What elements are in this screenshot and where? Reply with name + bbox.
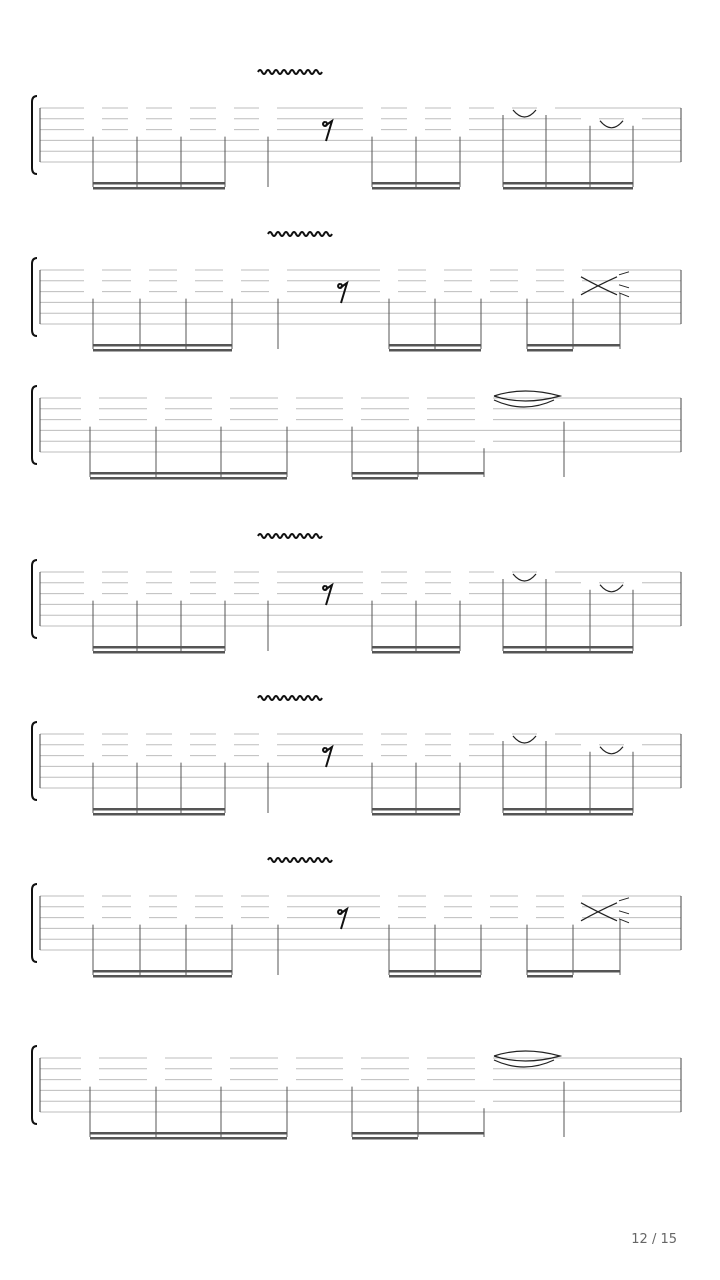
fret-bg	[131, 275, 149, 286]
fret-bg	[172, 750, 190, 761]
fret-bg	[472, 264, 490, 275]
tab-system	[32, 696, 681, 816]
tie-arc	[513, 736, 536, 743]
fret-bg	[223, 901, 241, 912]
fret-bg	[172, 588, 190, 599]
fret-bg	[212, 1063, 230, 1074]
beam	[372, 651, 460, 654]
fret-bg	[363, 739, 381, 750]
fret-bg	[84, 286, 102, 297]
tab-system	[32, 232, 681, 352]
fret-bg	[537, 102, 555, 113]
beam	[93, 813, 225, 816]
fret-bg	[216, 102, 234, 113]
fret-bg	[216, 566, 234, 577]
system-bracket	[32, 560, 37, 638]
tie-arc	[600, 747, 623, 754]
fret-bg	[494, 566, 512, 577]
fret-bg	[363, 728, 381, 739]
fret-bg	[172, 728, 190, 739]
fret-bg	[177, 264, 195, 275]
fret-bg	[518, 264, 536, 275]
fret-bg	[172, 577, 190, 588]
fret-bg	[223, 286, 241, 297]
fret-bg	[564, 264, 582, 275]
system-bracket	[32, 96, 37, 174]
fret-bg	[343, 1063, 361, 1074]
fret-bg	[81, 403, 99, 414]
fret-bg	[451, 113, 469, 124]
system-bracket	[32, 386, 37, 464]
fret-bg	[426, 275, 444, 286]
fret-bg	[407, 566, 425, 577]
fret-bg	[278, 1074, 296, 1085]
fret-bg	[216, 728, 234, 739]
fret-bg	[475, 414, 493, 425]
fret-bg	[131, 286, 149, 297]
beam	[389, 970, 481, 973]
fret-bg	[84, 890, 102, 901]
tab-system	[32, 1046, 681, 1140]
fret-bg	[84, 264, 102, 275]
vibrato-mark	[258, 534, 322, 538]
fret-bg	[363, 566, 381, 577]
fret-bg	[451, 566, 469, 577]
beam	[389, 975, 481, 978]
fret-bg	[212, 1052, 230, 1063]
beam	[503, 651, 633, 654]
beam	[418, 1132, 484, 1135]
fret-bg	[494, 102, 512, 113]
fret-bg	[451, 102, 469, 113]
fret-bg	[172, 566, 190, 577]
fret-bg	[259, 566, 277, 577]
fret-bg	[147, 1052, 165, 1063]
beam	[93, 182, 225, 185]
beam	[573, 970, 620, 973]
fret-bg	[259, 113, 277, 124]
fret-bg	[177, 286, 195, 297]
fret-bg	[407, 728, 425, 739]
fret-bg	[426, 912, 444, 923]
beam	[527, 970, 573, 973]
fret-bg	[147, 1063, 165, 1074]
fret-bg	[84, 566, 102, 577]
fret-bg	[259, 124, 277, 135]
fret-bg	[363, 750, 381, 761]
fret-bg	[451, 588, 469, 599]
tie-arc	[513, 110, 536, 117]
fret-bg	[537, 566, 555, 577]
fret-bg	[407, 113, 425, 124]
fret-bg	[278, 414, 296, 425]
fret-bg	[451, 728, 469, 739]
fret-bg	[407, 124, 425, 135]
rest-symbol	[338, 283, 347, 303]
fret-bg	[216, 113, 234, 124]
fret-bg	[81, 1052, 99, 1063]
fret-bg	[147, 1074, 165, 1085]
fret-bg	[128, 566, 146, 577]
beam	[93, 651, 225, 654]
fret-bg	[475, 1063, 493, 1074]
rest-symbol	[323, 121, 332, 141]
rest-symbol	[323, 747, 332, 767]
fret-bg	[172, 739, 190, 750]
rest-symbol	[338, 909, 347, 929]
beam	[93, 808, 225, 811]
fret-bg	[343, 1052, 361, 1063]
let-ring-arc	[494, 1051, 560, 1061]
slide-marks	[619, 272, 629, 297]
tab-system	[32, 534, 681, 654]
beam	[93, 187, 225, 190]
fret-bg	[269, 264, 287, 275]
fret-bg	[269, 275, 287, 286]
fret-bg	[259, 577, 277, 588]
fret-bg	[81, 392, 99, 403]
fret-bg	[259, 588, 277, 599]
fret-bg	[84, 113, 102, 124]
beam	[93, 970, 232, 973]
fret-bg	[81, 1074, 99, 1085]
tie-arc	[600, 585, 623, 592]
fret-bg	[581, 113, 599, 124]
fret-bg	[177, 890, 195, 901]
fret-bg	[216, 577, 234, 588]
beam	[503, 182, 633, 185]
fret-bg	[343, 1074, 361, 1085]
fret-bg	[518, 286, 536, 297]
beam	[573, 344, 620, 347]
fret-bg	[212, 392, 230, 403]
fret-bg	[81, 414, 99, 425]
fret-bg	[84, 588, 102, 599]
fret-bg	[172, 102, 190, 113]
fret-bg	[128, 728, 146, 739]
fret-bg	[259, 728, 277, 739]
fret-bg	[494, 728, 512, 739]
fret-bg	[472, 901, 490, 912]
fret-bg	[177, 275, 195, 286]
fret-bg	[363, 113, 381, 124]
fret-bg	[380, 275, 398, 286]
fret-bg	[475, 1095, 493, 1106]
tie-arc	[513, 574, 536, 581]
fret-bg	[223, 890, 241, 901]
fret-bg	[259, 739, 277, 750]
fret-bg	[278, 392, 296, 403]
fret-bg	[475, 403, 493, 414]
system-bracket	[32, 722, 37, 800]
fret-bg	[172, 124, 190, 135]
system-bracket	[32, 258, 37, 336]
fret-bg	[564, 890, 582, 901]
slide-marks	[619, 898, 629, 923]
beam	[372, 182, 460, 185]
vibrato-mark	[258, 70, 322, 74]
fret-bg	[380, 912, 398, 923]
fret-bg	[426, 901, 444, 912]
beam	[93, 646, 225, 649]
fret-bg	[259, 750, 277, 761]
fret-bg	[343, 414, 361, 425]
fret-bg	[409, 403, 427, 414]
page-number: 12 / 15	[631, 1232, 677, 1247]
fret-bg	[131, 901, 149, 912]
fret-bg	[564, 912, 582, 923]
fret-bg	[216, 750, 234, 761]
beam	[352, 1137, 418, 1140]
fret-bg	[269, 286, 287, 297]
beam	[90, 1137, 287, 1140]
fret-bg	[128, 124, 146, 135]
vibrato-mark	[268, 858, 332, 862]
fret-bg	[380, 890, 398, 901]
fret-bg	[84, 728, 102, 739]
beam	[503, 187, 633, 190]
fret-bg	[363, 588, 381, 599]
fret-bg	[426, 890, 444, 901]
beam	[389, 344, 481, 347]
beam	[527, 344, 573, 347]
fret-bg	[216, 588, 234, 599]
fret-bg	[409, 392, 427, 403]
fret-bg	[451, 739, 469, 750]
beam	[418, 472, 484, 475]
fret-bg	[363, 124, 381, 135]
beam	[503, 646, 633, 649]
fret-bg	[212, 403, 230, 414]
fret-bg	[518, 912, 536, 923]
beam	[93, 975, 232, 978]
fret-bg	[223, 264, 241, 275]
fret-bg	[451, 750, 469, 761]
beam	[372, 808, 460, 811]
fret-bg	[84, 577, 102, 588]
fret-bg	[564, 901, 582, 912]
fret-bg	[624, 739, 642, 750]
beam	[527, 975, 573, 978]
beam	[372, 646, 460, 649]
beam	[93, 344, 232, 347]
beam	[503, 808, 633, 811]
fret-bg	[624, 577, 642, 588]
fret-bg	[624, 113, 642, 124]
fret-bg	[259, 102, 277, 113]
fret-bg	[472, 286, 490, 297]
fret-bg	[518, 901, 536, 912]
fret-bg	[564, 275, 582, 286]
fret-bg	[407, 750, 425, 761]
system-bracket	[32, 884, 37, 962]
fret-bg	[177, 901, 195, 912]
fret-bg	[212, 414, 230, 425]
fret-bg	[223, 912, 241, 923]
fret-bg	[128, 577, 146, 588]
fret-bg	[128, 750, 146, 761]
fret-bg	[581, 577, 599, 588]
rest-symbol	[323, 585, 332, 605]
fret-bg	[212, 1074, 230, 1085]
fret-bg	[407, 739, 425, 750]
fret-bg	[278, 1063, 296, 1074]
fret-bg	[409, 414, 427, 425]
fret-bg	[269, 890, 287, 901]
fret-bg	[216, 124, 234, 135]
fret-bg	[380, 264, 398, 275]
fret-bg	[407, 577, 425, 588]
fret-bg	[363, 577, 381, 588]
fret-bg	[177, 912, 195, 923]
fret-bg	[475, 392, 493, 403]
fret-bg	[128, 588, 146, 599]
fret-bg	[81, 1063, 99, 1074]
let-ring-arc	[494, 391, 560, 401]
beam	[352, 1132, 418, 1135]
fret-bg	[475, 1052, 493, 1063]
fret-bg	[128, 113, 146, 124]
beam	[90, 472, 287, 475]
fret-bg	[84, 739, 102, 750]
fret-bg	[128, 739, 146, 750]
beam	[352, 472, 418, 475]
fret-bg	[84, 275, 102, 286]
fret-bg	[537, 728, 555, 739]
fret-bg	[269, 901, 287, 912]
fret-bg	[131, 912, 149, 923]
fret-bg	[216, 739, 234, 750]
tie-arc	[600, 121, 623, 128]
tab-system	[32, 386, 681, 480]
tab-system	[32, 70, 681, 190]
beam	[389, 349, 481, 352]
fret-bg	[128, 102, 146, 113]
fret-bg	[409, 1063, 427, 1074]
fret-bg	[172, 113, 190, 124]
fret-bg	[409, 1052, 427, 1063]
beam	[527, 349, 573, 352]
fret-bg	[131, 264, 149, 275]
fret-bg	[518, 890, 536, 901]
fret-bg	[472, 890, 490, 901]
fret-bg	[84, 124, 102, 135]
fret-bg	[380, 286, 398, 297]
fret-bg	[131, 890, 149, 901]
fret-bg	[278, 403, 296, 414]
beam	[372, 813, 460, 816]
fret-bg	[407, 588, 425, 599]
fret-bg	[84, 102, 102, 113]
fret-bg	[451, 124, 469, 135]
fret-bg	[426, 286, 444, 297]
beam	[372, 187, 460, 190]
fret-bg	[426, 264, 444, 275]
beam	[90, 1132, 287, 1135]
fret-bg	[223, 275, 241, 286]
fret-bg	[147, 414, 165, 425]
fret-bg	[380, 901, 398, 912]
fret-bg	[564, 286, 582, 297]
fret-bg	[147, 403, 165, 414]
fret-bg	[409, 1074, 427, 1085]
fret-bg	[581, 739, 599, 750]
fret-bg	[343, 403, 361, 414]
beam	[90, 477, 287, 480]
vibrato-mark	[258, 696, 322, 700]
fret-bg	[84, 750, 102, 761]
fret-bg	[518, 275, 536, 286]
tab-systems	[32, 70, 681, 1140]
beam	[352, 477, 418, 480]
beam	[503, 813, 633, 816]
fret-bg	[472, 912, 490, 923]
fret-bg	[343, 392, 361, 403]
tab-system	[32, 858, 681, 978]
fret-bg	[147, 392, 165, 403]
fret-bg	[407, 102, 425, 113]
fret-bg	[269, 912, 287, 923]
fret-bg	[475, 435, 493, 446]
fret-bg	[475, 1074, 493, 1085]
fret-bg	[472, 275, 490, 286]
fret-bg	[84, 912, 102, 923]
system-bracket	[32, 1046, 37, 1124]
fret-bg	[451, 577, 469, 588]
vibrato-mark	[268, 232, 332, 236]
beam	[93, 349, 232, 352]
fret-bg	[278, 1052, 296, 1063]
fret-bg	[363, 102, 381, 113]
fret-bg	[84, 901, 102, 912]
